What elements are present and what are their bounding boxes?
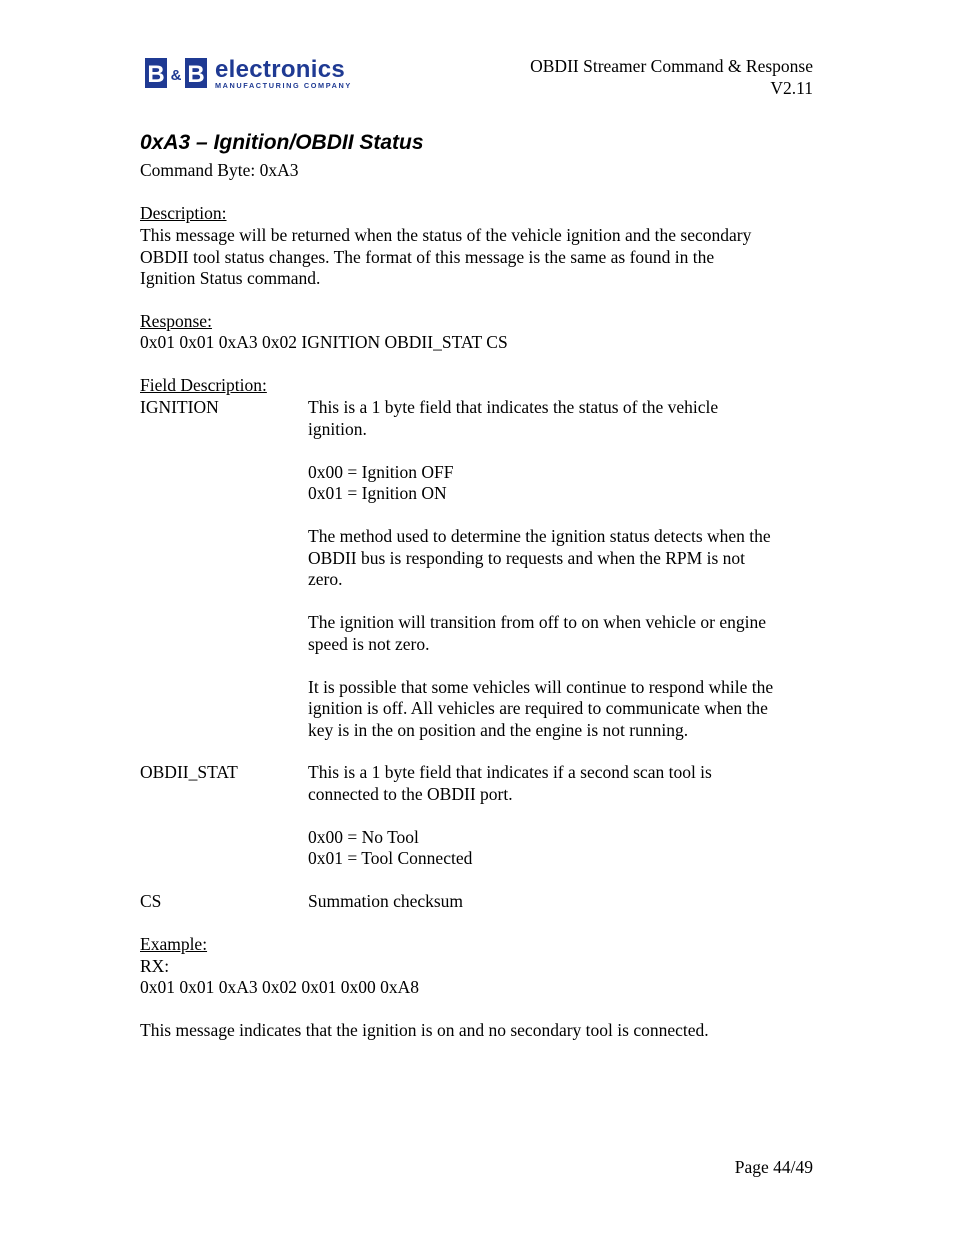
field-desc-cs — [308, 891, 818, 913]
field-line: 0x01 = Tool Connected — [308, 848, 473, 868]
example-summary: This message indicates that the ignition is on and no secondary tool is connected. — [140, 1020, 709, 1040]
field-line — [308, 440, 818, 462]
field-name-cs: CS — [140, 891, 162, 911]
field-line — [308, 591, 818, 613]
field-line: 0x01 = Ignition ON — [308, 483, 447, 503]
field-line: Summation checksum — [308, 891, 464, 911]
svg-text:B: B — [147, 61, 165, 88]
field-line — [308, 505, 818, 527]
field-line: The ignition will transition from off to on when vehicle or engine — [308, 612, 766, 632]
field-desc-obdii-stat — [308, 762, 818, 870]
svg-text:&: & — [170, 67, 182, 84]
field-name-obdii-stat: OBDII_STAT — [140, 762, 238, 782]
header — [530, 56, 813, 99]
description-line: Ignition Status command. — [140, 268, 321, 288]
section-title: 0xA3 – Ignition/OBDII Status — [140, 131, 424, 154]
document-title: OBDII Streamer Command & Response — [530, 56, 813, 76]
field-line: ignition is off. All vehicles are required to communicate when the — [308, 698, 768, 718]
example-bytes: 0x01 0x01 0xA3 0x02 0x01 0x00 0xA8 — [140, 977, 420, 997]
field-line: It is possible that some vehicles will continue to respond while the — [308, 676, 774, 697]
field-line: zero. — [308, 569, 343, 589]
description-line: This message will be returned when the status of the vehicle ignition and the secondary — [140, 225, 752, 245]
document-version: V2.11 — [770, 77, 813, 98]
svg-text:electronics: electronics — [215, 56, 346, 83]
command-byte: Command Byte: 0xA3 — [140, 160, 299, 180]
field-line: 0x00 = Ignition OFF — [308, 461, 454, 482]
field-line: This is a 1 byte field that indicates if a second scan tool is — [308, 762, 712, 782]
description-text — [140, 225, 751, 290]
field-line: connected to the OBDII port. — [308, 783, 513, 804]
description-heading: Description: — [140, 203, 227, 223]
field-line: key is in the on position and the engine is not running. — [308, 719, 689, 740]
field-description-heading: Field Description: — [140, 375, 267, 395]
field-line — [308, 655, 818, 677]
field-line — [308, 805, 818, 827]
field-line: This is a 1 byte field that indicates the status of the vehicle — [308, 397, 719, 417]
description-line: OBDII tool status changes. The format of this message is the same as found in the — [140, 246, 715, 267]
field-line: 0x00 = No Tool — [308, 826, 419, 847]
svg-text:MANUFACTURING COMPANY: MANUFACTURING COMPANY — [215, 81, 352, 90]
example-heading: Example: — [140, 934, 208, 954]
field-desc-ignition — [308, 397, 818, 741]
response-heading: Response: — [140, 311, 212, 331]
field-line: ignition. — [308, 418, 367, 439]
response-bytes: 0x01 0x01 0xA3 0x02 IGNITION OBDII_STAT CS — [140, 332, 508, 352]
field-name-ignition: IGNITION — [140, 397, 219, 417]
page-number: Page 44/49 — [734, 1157, 813, 1177]
company-logo — [145, 56, 391, 92]
svg-text:B: B — [187, 61, 205, 88]
example-rx-label: RX: — [140, 956, 170, 976]
field-line: The method used to determine the ignition status detects when the — [308, 526, 771, 546]
field-line: speed is not zero. — [308, 633, 430, 654]
field-line: OBDII bus is responding to requests and when the RPM is not — [308, 547, 745, 568]
